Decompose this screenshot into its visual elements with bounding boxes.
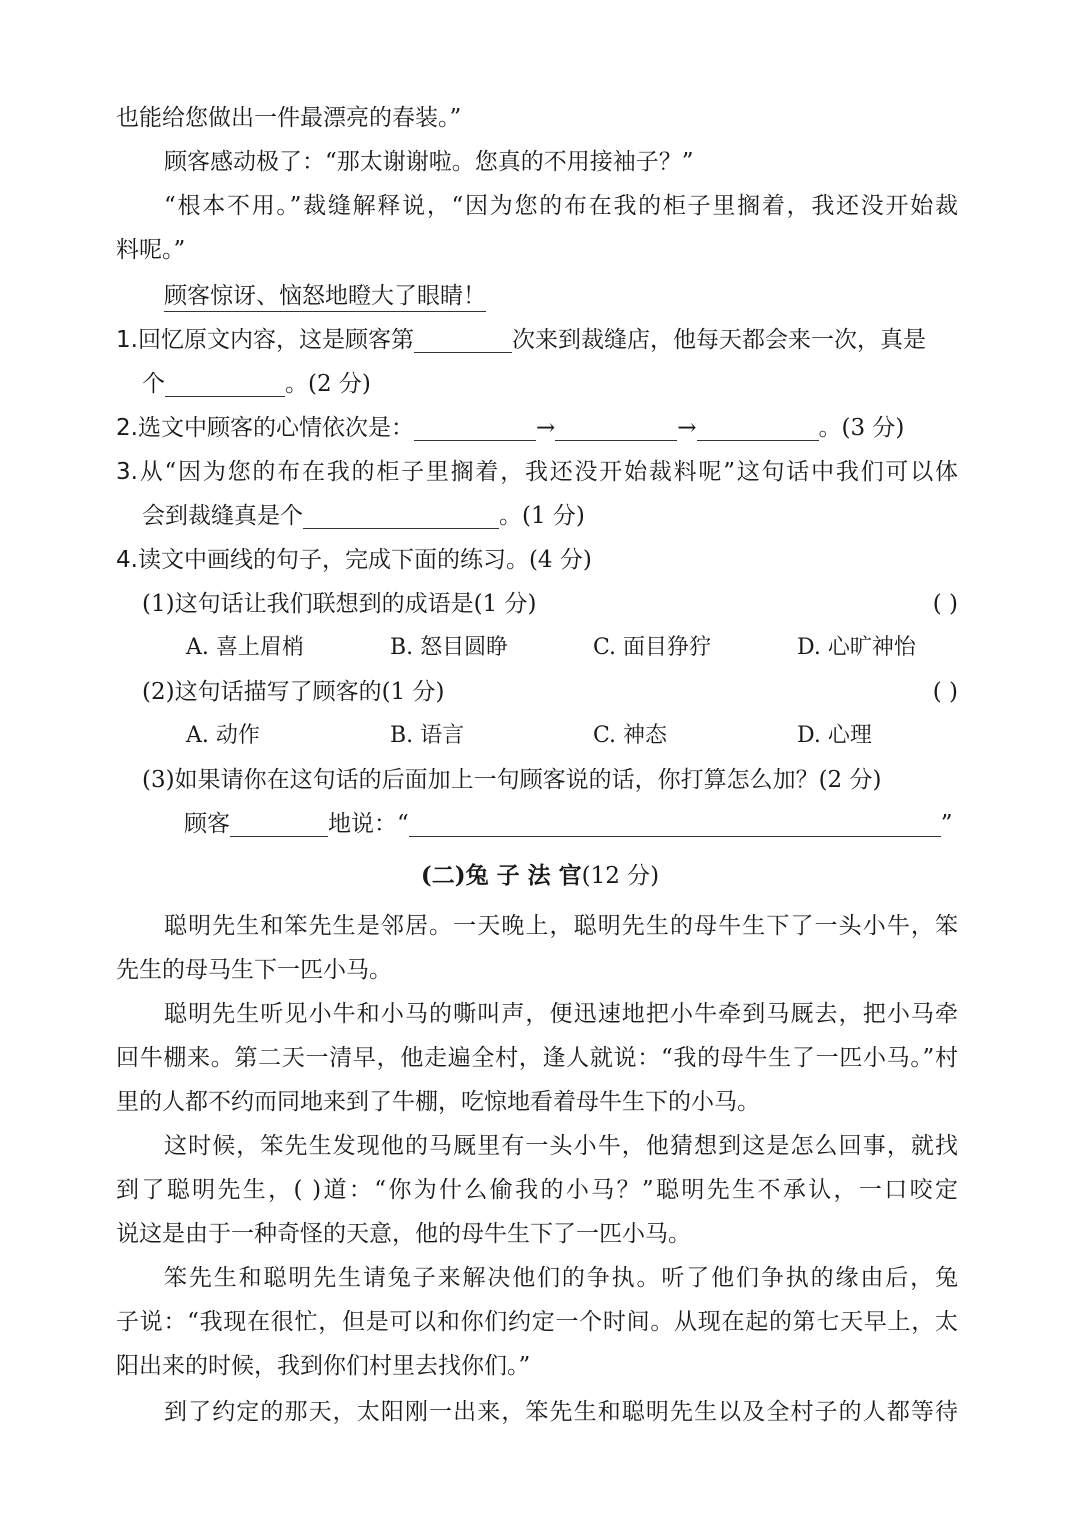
- passage-line: 料呢。”: [116, 237, 186, 263]
- answer-blank[interactable]: [165, 366, 285, 397]
- closing-quote: ”: [940, 811, 953, 837]
- passage-line: 回牛棚来。第二天一清早，他走遍全村，逢人就说：“我的母牛生了一匹小马。”村: [116, 1045, 958, 1071]
- answer-parenthesis[interactable]: ( ): [932, 679, 958, 705]
- answer-blank[interactable]: [230, 806, 328, 837]
- question-text: 次来到裁缝店，他每天都会来一次，真是: [511, 327, 926, 353]
- answer-blank[interactable]: [414, 322, 512, 353]
- option-a[interactable]: A. 喜上眉梢: [186, 635, 304, 660]
- passage-line: 到了聪明先生，( )道：“你为什么偷我的小马？”聪明先生不承认，一口咬定: [116, 1177, 958, 1203]
- question-2: [116, 406, 958, 450]
- passage-line: 聪明先生听见小牛和小马的嘶叫声，便迅速地把小牛牵到马厩去，把小马牵: [164, 1001, 958, 1027]
- section-title-text: (二)兔 子 法 官: [420, 862, 582, 889]
- answer-parenthesis[interactable]: ( ): [932, 591, 958, 617]
- answer-text: 地说：“: [328, 811, 409, 837]
- answer-blank[interactable]: [555, 410, 677, 441]
- answer-blank[interactable]: [414, 410, 536, 441]
- question-text: 选文中顾客的心情依次是：: [137, 415, 414, 441]
- score-label: 。(2 分): [285, 371, 371, 397]
- passage-line: 也能给您做出一件最漂亮的春装。”: [116, 105, 462, 131]
- option-a[interactable]: A. 动作: [186, 723, 260, 748]
- answer-prefix: 顾客: [184, 811, 230, 837]
- passage-line: 笨先生和聪明先生请兔子来解决他们的争执。听了他们争执的缘由后，兔: [164, 1265, 958, 1291]
- question-1-cont: [142, 362, 958, 406]
- option-d[interactable]: D. 心理: [797, 723, 872, 748]
- question-number: 4.: [116, 547, 138, 573]
- score-label: 。(1 分): [499, 503, 585, 529]
- question-1: [116, 318, 958, 362]
- score-label: 。(3 分): [818, 415, 905, 441]
- passage-line: 顾客感动极了：“那太谢谢啦。您真的不用接袖子？”: [164, 149, 694, 175]
- answer-blank[interactable]: [697, 410, 819, 441]
- option-b[interactable]: B. 语言: [390, 723, 465, 748]
- underlined-sentence: [164, 274, 958, 318]
- question-4: [116, 538, 958, 582]
- question-text: 个: [142, 371, 165, 397]
- passage-line: “根本不用。”裁缝解释说，“因为您的布在我的柜子里搁着，我还没开始裁: [164, 193, 958, 219]
- passage-line: 这时候，笨先生发现他的马厩里有一头小牛，他猜想到这是怎么回事，就找: [164, 1133, 958, 1159]
- question-text: 从“因为您的布在我的柜子里搁着，我还没开始裁料呢”这句话中我们可以体: [137, 459, 958, 485]
- option-c[interactable]: C. 神态: [593, 723, 668, 748]
- sub-question-1: (1)这句话让我们联想到的成语是(1 分): [142, 591, 537, 617]
- question-text: 读文中画线的句子，完成下面的练习。(4 分): [137, 547, 592, 573]
- arrow: →: [535, 415, 556, 441]
- option-d[interactable]: D. 心旷神怡: [797, 635, 916, 660]
- sub-question-3: (3)如果请你在这句话的后面加上一句顾客说的话，你打算怎么加？(2 分): [142, 767, 882, 793]
- sub-question-2: (2)这句话描写了顾客的(1 分): [142, 679, 445, 705]
- question-text: 会到裁缝真是个: [142, 503, 303, 529]
- passage-line: 里的人都不约而同地来到了牛棚，吃惊地看着母牛生下的小马。: [116, 1089, 760, 1115]
- arrow: →: [677, 415, 697, 441]
- passage-line: 到了约定的那天，太阳刚一出来，笨先生和聪明先生以及全村子的人都等待: [164, 1399, 958, 1425]
- sub-question-3-answer: [184, 802, 958, 846]
- passage-line: 先生的母马生下一匹小马。: [116, 957, 392, 983]
- question-number: 2.: [116, 415, 138, 441]
- passage-line: 说这是由于一种奇怪的天意，他的母牛生下了一匹小马。: [116, 1221, 691, 1247]
- passage-line: 阳出来的时候，我到你们村里去找你们。”: [116, 1353, 531, 1379]
- option-c[interactable]: C. 面目狰狞: [593, 635, 712, 660]
- question-3-cont: [142, 494, 958, 538]
- underlined-text: 顾客惊讶、恼怒地瞪大了眼睛！: [164, 283, 486, 312]
- question-3: [116, 450, 958, 494]
- section-title: [0, 854, 1080, 898]
- passage-line: 聪明先生和笨先生是邻居。一天晚上，聪明先生的母牛生下了一头小牛，笨: [164, 913, 958, 939]
- question-text: 回忆原文内容，这是顾客第: [137, 327, 414, 353]
- answer-blank[interactable]: [409, 806, 941, 837]
- question-number: 1.: [116, 327, 138, 353]
- answer-blank[interactable]: [303, 498, 499, 529]
- passage-line: 子说：“我现在很忙，但是可以和你们约定一个时间。从现在起的第七天早上，太: [116, 1309, 958, 1335]
- section-score: (12 分): [581, 863, 660, 889]
- option-b[interactable]: B. 怒目圆睁: [390, 635, 509, 660]
- question-number: 3.: [116, 459, 138, 485]
